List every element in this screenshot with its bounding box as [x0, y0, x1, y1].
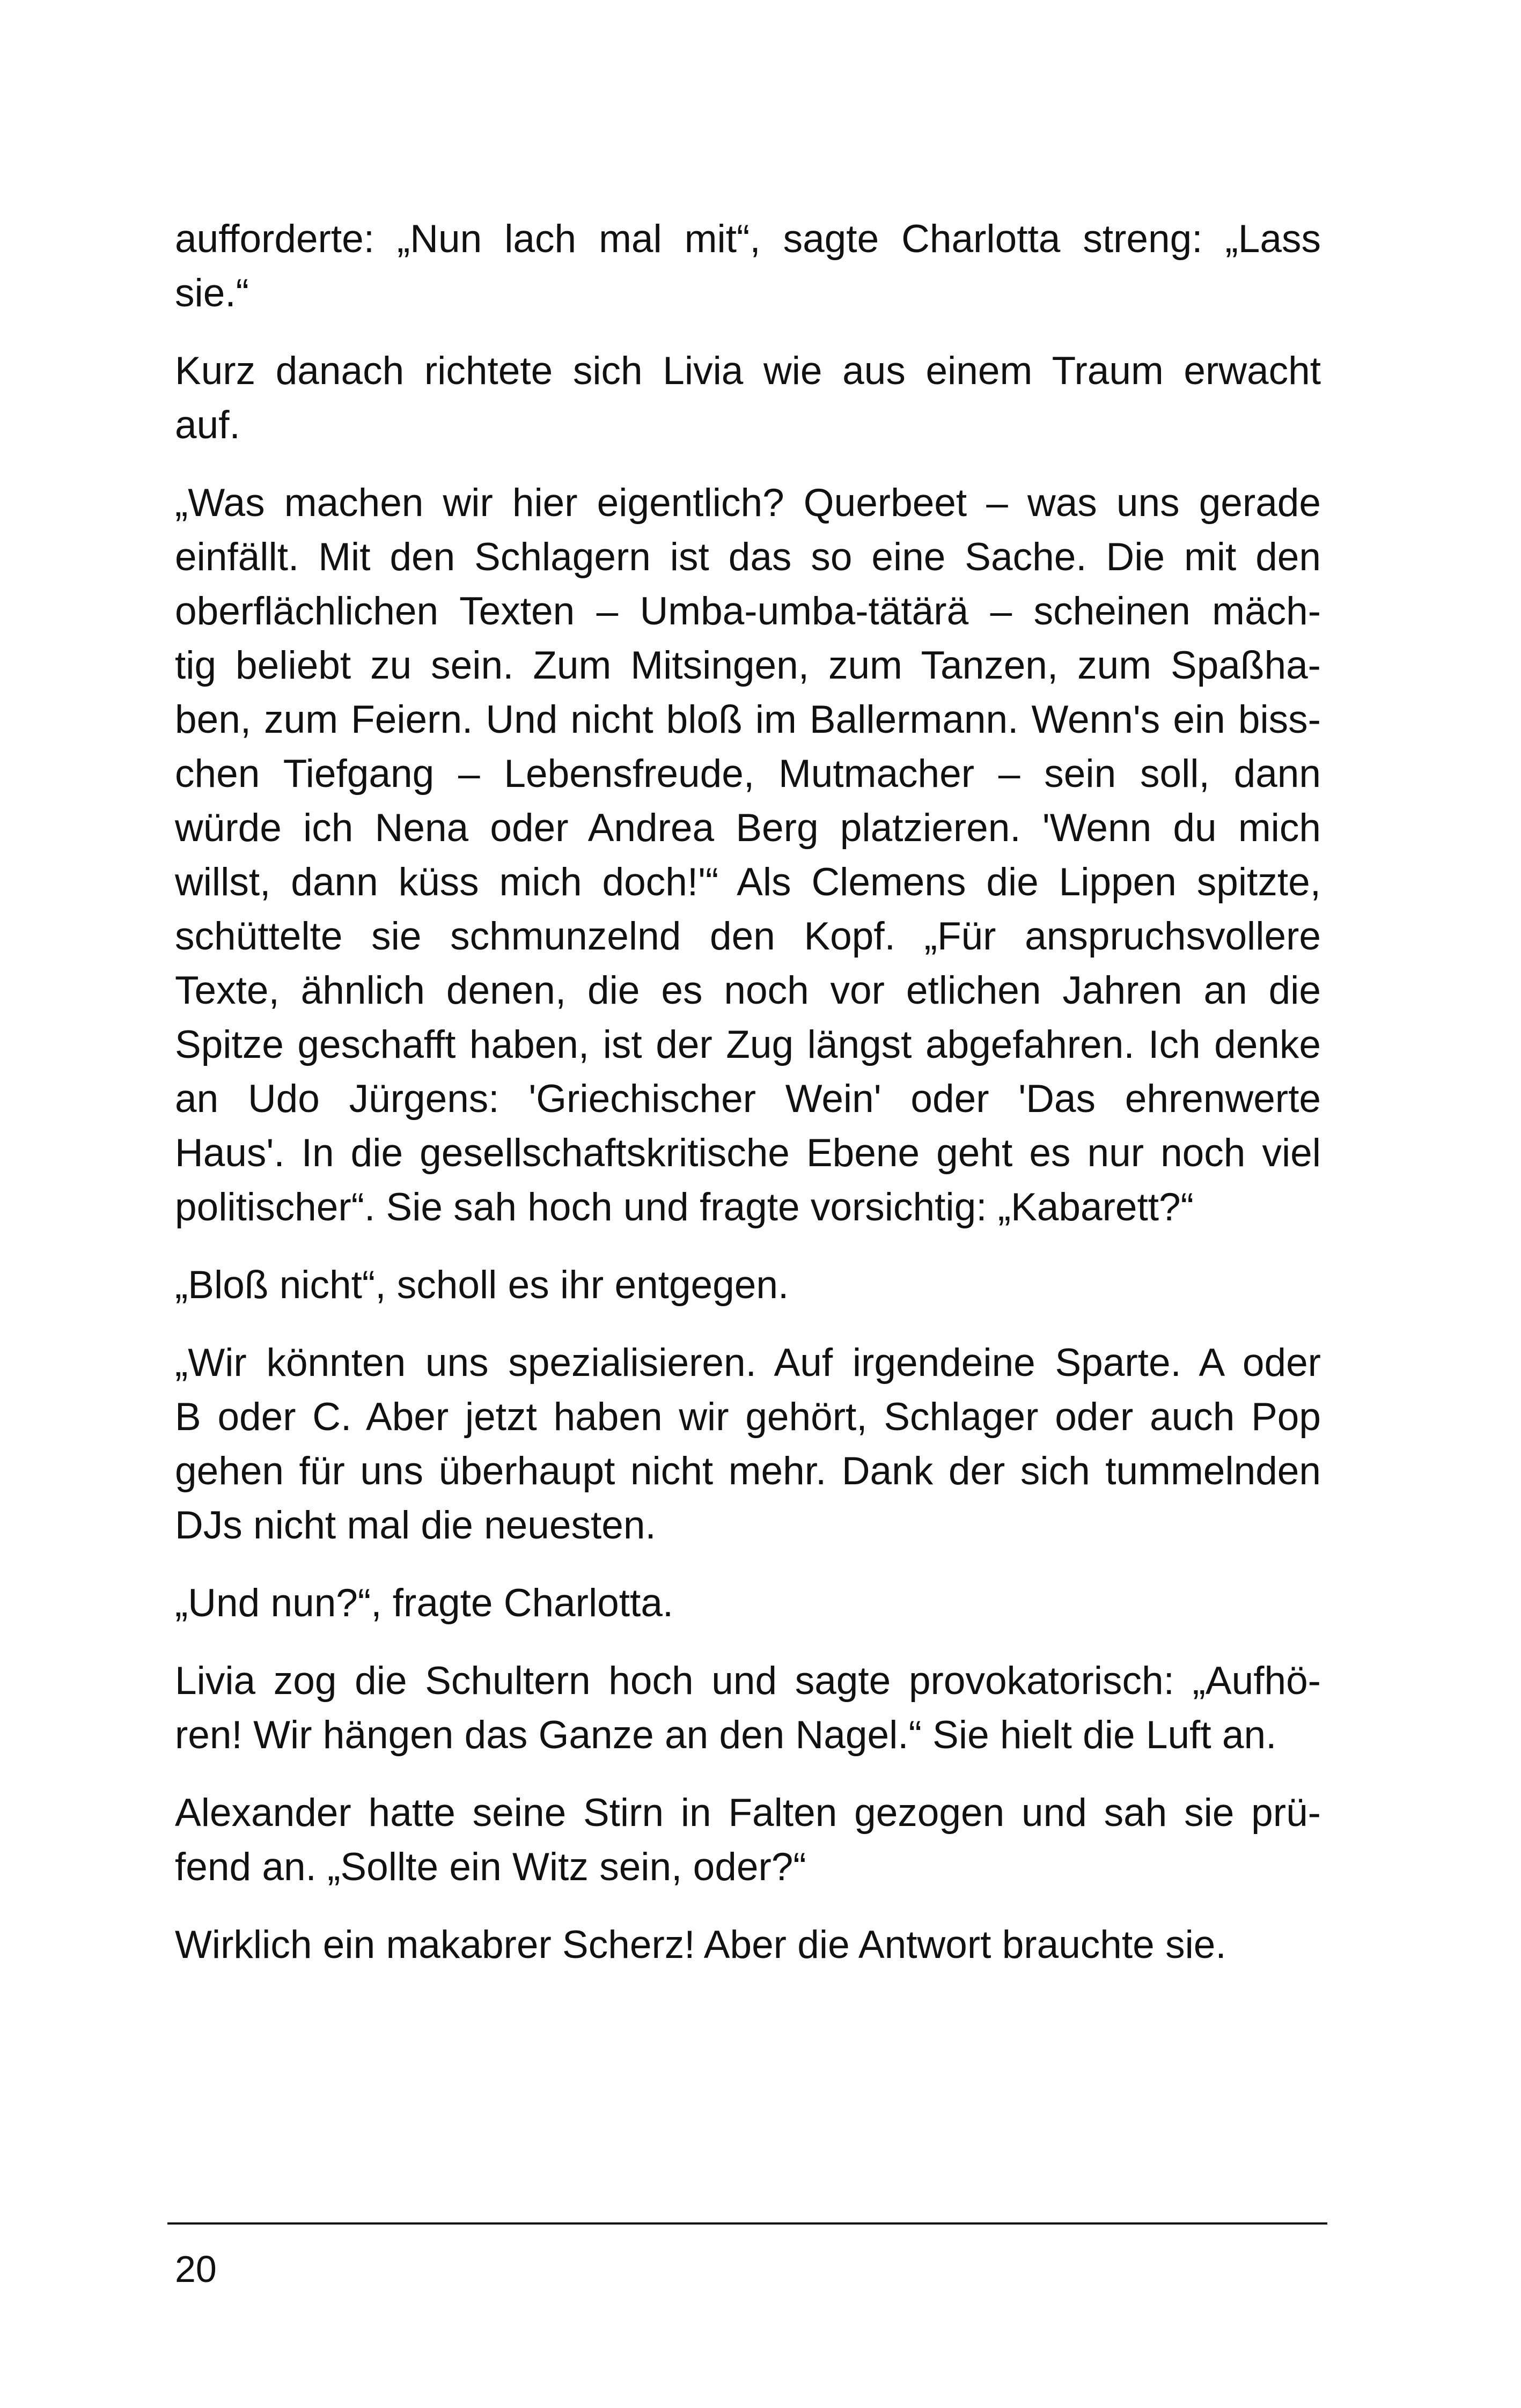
paragraph [175, 1654, 1321, 1762]
text-line: „Bloß nicht“, scholl es ihr entgegen. [175, 1263, 789, 1307]
text-line: B oder C. Aber jetzt haben wir gehört, Schlager oder auch Pop [175, 1395, 1321, 1439]
text-line: Livia zog die Schultern hoch und sagte provokatorisch: „Aufhö- [175, 1659, 1321, 1703]
text-line: DJs nicht mal die neuesten. [175, 1504, 656, 1547]
paragraph [175, 1576, 1321, 1630]
text-line: auf. [175, 403, 240, 447]
page-number: 20 [175, 2248, 217, 2290]
text-line: „Wir könnten uns spezialisieren. Auf irgendeine Sparte. A oder [175, 1341, 1321, 1385]
text-line: willst, dann küss mich doch!'“ Als Clemens die Lippen spitzte, [175, 860, 1321, 904]
text-line: Kurz danach richtete sich Livia wie aus einem Traum erwacht [175, 349, 1321, 393]
text-line: „Was machen wir hier eigentlich? Querbeet – was uns gerade [175, 481, 1321, 525]
text-line: schüttelte sie schmunzelnd den Kopf. „Für anspruchsvollere [175, 915, 1321, 958]
paragraph [175, 344, 1321, 452]
text-line: Haus'. In die gesellschaftskritische Ebene geht es nur noch viel [175, 1131, 1321, 1175]
paragraph [175, 212, 1321, 320]
text-line: fend an. „Sollte ein Witz sein, oder?“ [175, 1845, 806, 1889]
text-line: politischer“. Sie sah hoch und fragte vorsichtig: „Kabarett?“ [175, 1185, 1194, 1229]
text-line: Alexander hatte seine Stirn in Falten gezogen und sah sie prü- [175, 1791, 1321, 1835]
body-text [175, 212, 1321, 1995]
paragraph [175, 1918, 1321, 1972]
text-line: Wirklich ein makabrer Scherz! Aber die Antwort brauchte sie. [175, 1923, 1226, 1967]
text-line: Texte, ähnlich denen, die es noch vor etlichen Jahren an die [175, 969, 1321, 1012]
paragraph [175, 476, 1321, 1234]
paragraph [175, 1786, 1321, 1894]
text-line: an Udo Jürgens: 'Griechischer Wein' oder 'Das ehrenwerte [175, 1077, 1321, 1121]
text-line: ben, zum Feiern. Und nicht bloß im Ballermann. Wenn's ein biss- [175, 698, 1321, 741]
paragraph [175, 1258, 1321, 1312]
text-line: Spitze geschafft haben, ist der Zug längst abgefahren. Ich denke [175, 1023, 1321, 1066]
text-line: sie.“ [175, 271, 249, 315]
text-line: einfällt. Mit den Schlagern ist das so eine Sache. Die mit den [175, 535, 1321, 579]
text-line: chen Tiefgang – Lebensfreude, Mutmacher – sein soll, dann [175, 752, 1321, 796]
text-line: oberflächlichen Texten – Umba-umba-tätärä – scheinen mäch- [175, 590, 1321, 633]
footer-divider [167, 2222, 1327, 2225]
text-line: gehen für uns überhaupt nicht mehr. Dank der sich tummelnden [175, 1449, 1321, 1493]
text-line: tig beliebt zu sein. Zum Mitsingen, zum Tanzen, zum Spaßha- [175, 644, 1321, 687]
paragraph [175, 1336, 1321, 1552]
text-line: würde ich Nena oder Andrea Berg platzieren. 'Wenn du mich [175, 806, 1321, 850]
text-line: „Und nun?“, fragte Charlotta. [175, 1581, 674, 1625]
text-line: ren! Wir hängen das Ganze an den Nagel.“ Sie hielt die Luft an. [175, 1713, 1277, 1757]
text-line: aufforderte: „Nun lach mal mit“, sagte Charlotta streng: „Lass [175, 217, 1321, 261]
